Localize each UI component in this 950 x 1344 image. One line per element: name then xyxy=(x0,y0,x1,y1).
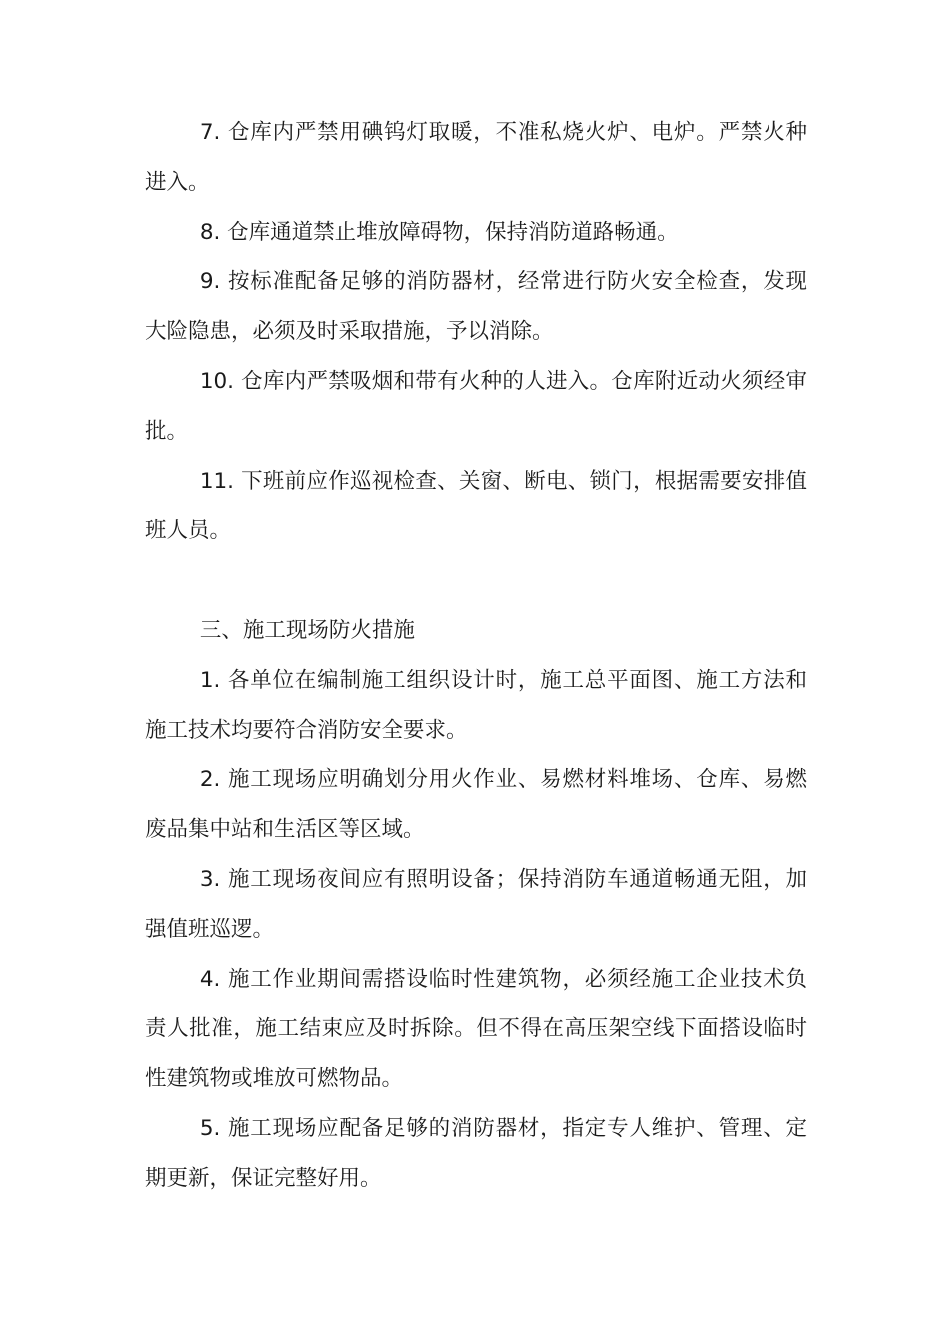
document-page xyxy=(145,108,807,1204)
paragraph-item-5: 5. 施工现场应配备足够的消防器材，指定专人维护、管理、定期更新，保证完整好用。 xyxy=(145,1115,807,1191)
paragraph-item-2: 2. 施工现场应明确划分用火作业、易燃材料堆场、仓库、易燃废品集中站和生活区等区域。 xyxy=(145,767,807,843)
paragraph-item-7: 7. 仓库内严禁用碘钨灯取暖，不准私烧火炉、电炉。严禁火种进入。 xyxy=(145,120,807,195)
section-heading: 三、施工现场防火措施 xyxy=(199,617,415,643)
section-spacer xyxy=(145,556,807,606)
paragraph-item-10: 10. 仓库内严禁吸烟和带有火种的人进入。仓库附近动火须经审批。 xyxy=(145,368,807,444)
paragraph-item-8: 8. 仓库通道禁止堆放障碍物，保持消防道路畅通。 xyxy=(199,219,679,245)
paragraph-item-3: 3. 施工现场夜间应有照明设备；保持消防车通道畅通无阻，加强值班巡逻。 xyxy=(145,866,807,942)
paragraph-item-9: 9. 按标准配备足够的消防器材，经常进行防火安全检查，发现大险隐患，必须及时采取措施，予以消除。 xyxy=(145,269,807,345)
paragraph-item-4: 4. 施工作业期间需搭设临时性建筑物，必须经施工企业技术负责人批准，施工结束应及时拆除。但不得在高压架空线下面搭设临时性建筑物或堆放可燃物品。 xyxy=(145,966,807,1092)
paragraph-item-11: 11. 下班前应作巡视检查、关窗、断电、锁门，根据需要安排值班人员。 xyxy=(145,468,807,544)
paragraph-item-1: 1. 各单位在编制施工组织设计时，施工总平面图、施工方法和施工技术均要符合消防安全要求。 xyxy=(145,667,807,743)
